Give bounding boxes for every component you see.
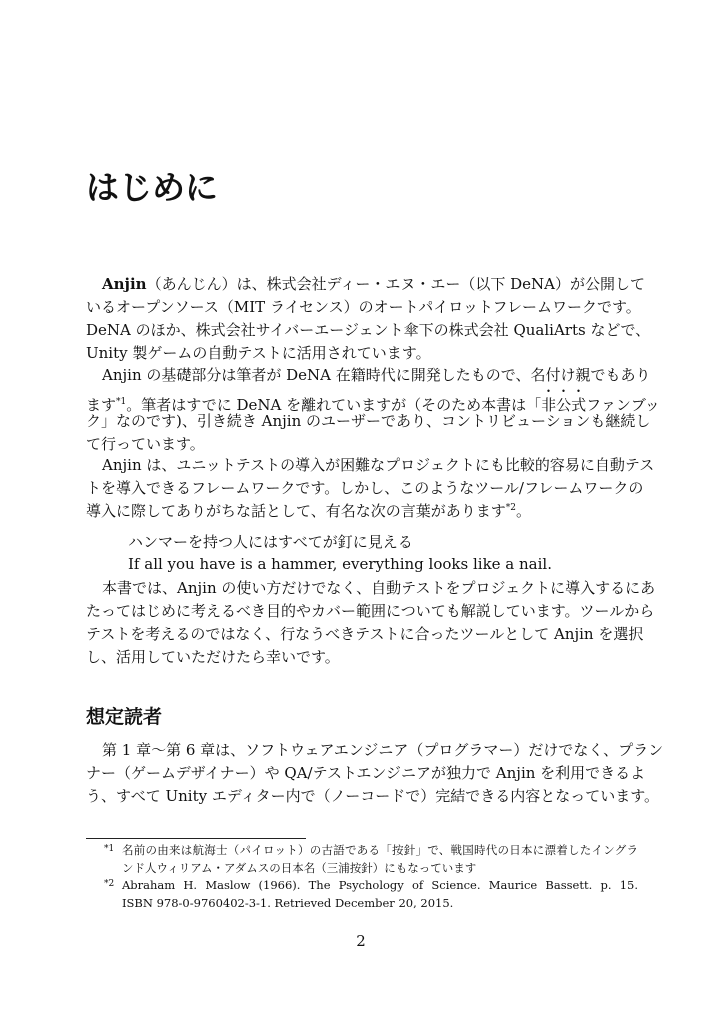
footnote-divider xyxy=(86,838,306,839)
paragraph-origin: Anjin の基礎部分は筆者が DeNA 在籍時代に開発したもので、名付け親でもあり ます$^{*1}$。筆者はすでに DeNA を離れていますが（そのため本書は「非公式ファンブッ ク」なのです)、引き続き Anjin のユーザーであり、コントリビューションも継続し て行っています。 xyxy=(86,366,660,453)
paragraph-audience: 第 1 章〜第 6 章は、ソフトウェアエンジニア（プログラマー）だけでなく、プラン ナー（ゲームデザイナー）や QA/テストエンジニアが独力で Anjin を利用できるよ う、すべて Unity エディター内で（ノーコードで）完結できる内容となっています。 xyxy=(86,741,664,805)
block-quote xyxy=(128,531,552,575)
page-title: はじめに xyxy=(86,168,218,207)
footnote-ref-2[interactable]: *2 xyxy=(505,503,516,513)
quote-english: If all you have is a hammer, everything looks like a nail. xyxy=(128,555,552,573)
footnote-2: *2 Abraham H. Maslow (1966). The Psychology of Science. Maurice Bassett. p. 15. ISBN 978-0-9760402-3-1. Retrieved December 20, 2015. xyxy=(104,878,638,910)
paragraph-purpose: 本書では、Anjin の使い方だけでなく、自動テストをプロジェクトに導入するにあ たってはじめに考えるべき目的やカバー範囲についても解説しています。ツールから テストを考えるのではなく、行なうべきテストに合ったツールとして Anjin を選択 し、活用していただけたら幸いです。 xyxy=(86,579,656,666)
quote-japanese: ハンマーを持つ人にはすべてが釘に見える xyxy=(128,533,413,551)
paragraph-intro: Anjin（あんじん）は、株式会社ディー・エヌ・エー（以下 DeNA）が公開して いるオープンソース（MIT ライセンス）のオートパイロットフレームワークです。 DeNA のほか、株式会社サイバーエージェント傘下の株式会社 QualiArts などで、 Unity 製ゲームの自動テストに活用されています。 xyxy=(86,275,651,362)
emphasis-text: 非公式 xyxy=(541,396,587,414)
footnote-ref-1[interactable]: *1 xyxy=(116,397,127,407)
section-heading: 想定読者 xyxy=(86,706,163,728)
footnote-1: *1 名前の由来は航海士（パイロット）の古語である「按針」で、戦国時代の日本に漂着したイングラ ンド人ウィリアム・アダムスの日本名（三浦按針）にもなっています xyxy=(104,843,638,875)
page-number: 2 xyxy=(356,932,366,950)
product-name: Anjin xyxy=(102,275,147,293)
paragraph-hammer: Anjin は、ユニットテストの導入が困難なプロジェクトにも比較的容易に自動テス トを導入できるフレームワークです。しかし、このようなツール/フレームワークの 導入に際してありがちな話として、有名な次の言葉があります$^{*2}$。 xyxy=(86,456,655,520)
